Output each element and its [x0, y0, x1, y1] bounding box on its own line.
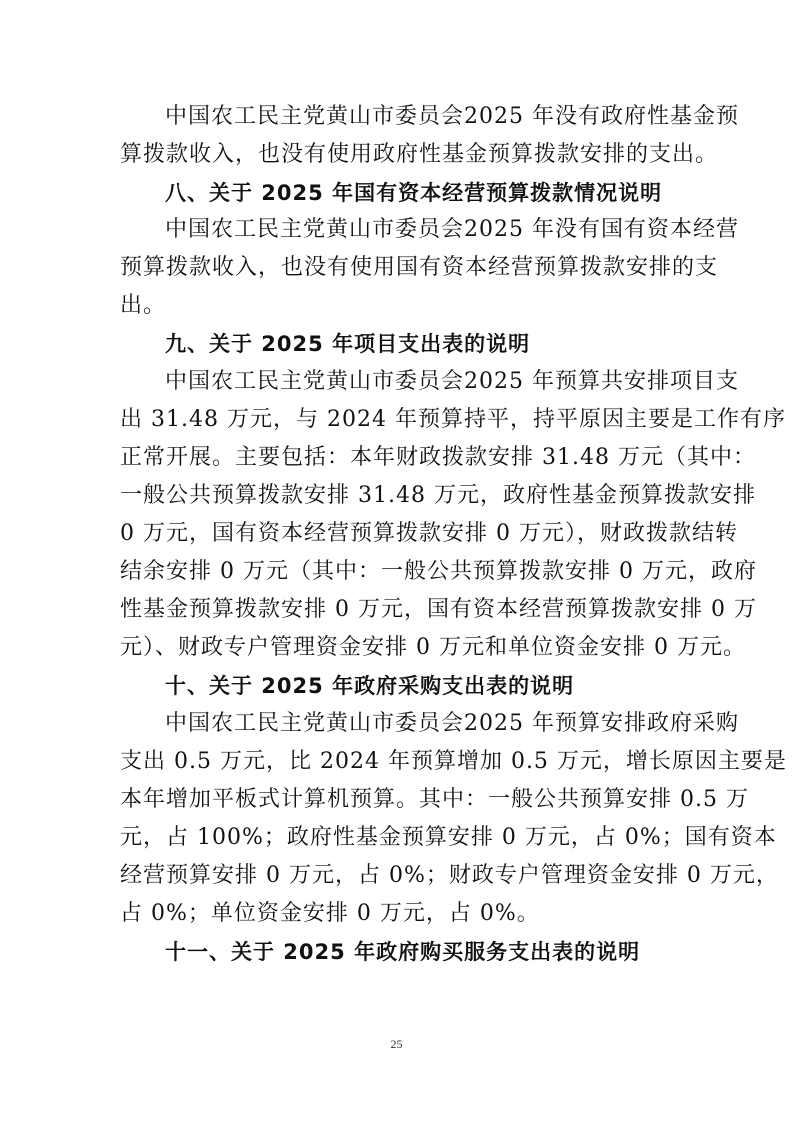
paragraph-line: 中国农工民主党黄山市委员会2025 年没有政府性基金预: [165, 104, 739, 129]
paragraph-line: 0 万元，国有资本经营预算拨款安排 0 万元），财政拨款结转: [120, 521, 738, 546]
paragraph-line: 中国农工民主党黄山市委员会2025 年预算共安排项目支: [165, 369, 739, 394]
paragraph-line: 经营预算安排 0 万元，占 0%；财政专户管理资金安排 0 万元，: [120, 863, 779, 888]
paragraph-line: 中国农工民主党黄山市委员会2025 年没有国有资本经营: [165, 217, 739, 242]
section-heading-11: 十一、关于 2025 年政府购买服务支出表的说明: [165, 940, 641, 964]
page-number: 25: [390, 1037, 403, 1051]
paragraph-line: 支出 0.5 万元，比 2024 年预算增加 0.5 万元，增长原因主要是: [120, 749, 787, 774]
paragraph-line: 出。: [120, 293, 167, 318]
paragraph-line: 本年增加平板式计算机预算。其中：一般公共预算安排 0.5 万: [120, 787, 749, 812]
paragraph-line: 出 31.48 万元，与 2024 年预算持平，持平原因主要是工作有序: [120, 407, 786, 432]
paragraph-line: 元）、财政专户管理资金安排 0 万元和单位资金安排 0 万元。: [120, 635, 746, 660]
paragraph-line: 一般公共预算拨款安排 31.48 万元，政府性基金预算拨款安排: [120, 483, 756, 508]
paragraph-line: 预算拨款收入，也没有使用国有资本经营预算拨款安排的支: [120, 255, 719, 280]
paragraph-line: 占 0%；单位资金安排 0 万元，占 0%。: [120, 901, 540, 926]
paragraph-line: 正常开展。主要包括：本年财政拨款安排 31.48 万元（其中：: [120, 445, 756, 470]
paragraph-line: 结余安排 0 万元（其中：一般公共预算拨款安排 0 万元，政府: [120, 559, 757, 584]
paragraph-line: 性基金预算拨款安排 0 万元，国有资本经营预算拨款安排 0 万: [120, 597, 757, 622]
section-heading-10: 十、关于 2025 年政府采购支出表的说明: [165, 674, 575, 698]
paragraph-line: 元，占 100%；政府性基金预算安排 0 万元，占 0%；国有资本: [120, 825, 777, 850]
section-heading-8: 八、关于 2025 年国有资本经营预算拨款情况说明: [165, 181, 663, 205]
section-heading-9: 九、关于 2025 年项目支出表的说明: [165, 332, 531, 356]
paragraph-line: 中国农工民主党黄山市委员会2025 年预算安排政府采购: [165, 711, 739, 736]
paragraph-line: 算拨款收入，也没有使用政府性基金预算拨款安排的支出。: [120, 142, 719, 167]
